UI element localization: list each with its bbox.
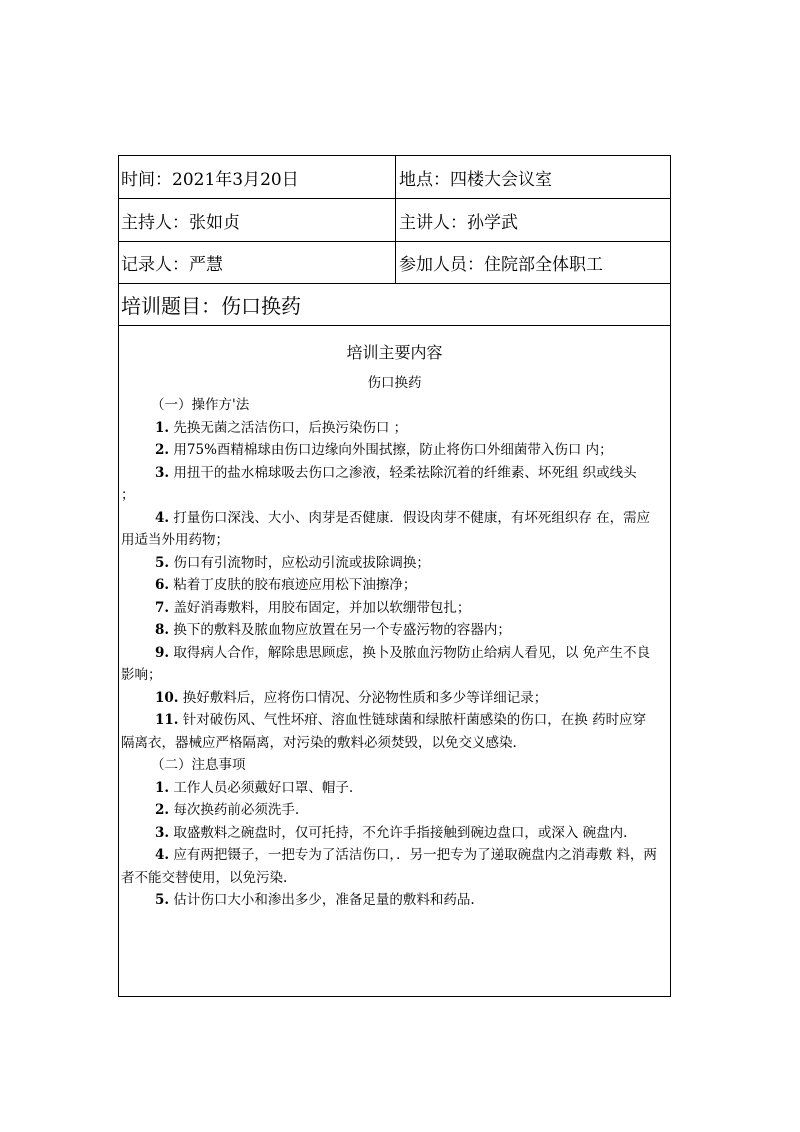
list-item [155, 554, 430, 572]
list-item [155, 644, 650, 662]
list-item [155, 599, 470, 617]
item-text: 打量伤口深浅、大小、肉芽是否健康．假设肉芽不健康，有坏死组织存 在，需应 [173, 509, 651, 526]
item-text: 影响； [121, 667, 162, 683]
item-text: 换下的敷料及脓血物应放置在另一个专盛污物的容器内； [173, 622, 511, 638]
content-subtitle: 伤口换药 [367, 375, 422, 391]
item-number: 10. [155, 689, 179, 706]
item-number: 3. [155, 824, 170, 841]
location-field: 地点：四楼大会议室 [399, 169, 552, 190]
item-text: ； [121, 487, 135, 503]
item-text: 粘着丁皮肤的胶布痕迹应用松下油擦净； [173, 577, 417, 593]
item-number: 1. [155, 419, 170, 436]
item-text: 用75%酉精棉球由伤口边缘向外围拭擦，防止将伤口外细菌带入伤口 内； [173, 442, 613, 458]
item-text: 应有两把镊子，一把专为了活洁伤口，．另一把专为了递取碗盘内之消毒敷 料，两 [173, 847, 657, 863]
item-number: 6. [155, 577, 170, 593]
item-text: 取盛敷料之碗盘时，仅可托持，不允许手指接触到碗边盘口，或深入 碗盘内. [173, 824, 628, 841]
row-host-speaker [119, 199, 670, 242]
content-title: 培训主要内容 [346, 343, 443, 362]
item-text: 换好敷料后，应将伤口情况、分泌物性质和多少等详细记录； [182, 689, 548, 706]
item-number: 4. [155, 847, 170, 863]
item-number: 11. [155, 712, 179, 728]
list-item [155, 891, 475, 909]
list-item [155, 689, 547, 707]
item-text: 估计伤口大小和渗出多少，准备足量的敷料和药品. [173, 892, 475, 908]
item-text: 工作人员必须戴好口罩、帽子. [173, 779, 354, 796]
row-recorder-participants [119, 242, 670, 284]
item-text: 伤口有引流物时，应松动引流或拔除调换； [173, 554, 430, 571]
list-item [155, 824, 627, 842]
item-text: 取得病人合作，解除患思顾虑，换卜及脓血污物防止给病人看见，以 免产生不良 [173, 644, 651, 661]
item-number: 7. [155, 599, 170, 616]
speaker-field: 主讲人：孙学武 [399, 212, 518, 233]
list-item [155, 576, 416, 594]
item-text: 隔离衣，器械应严格隔离，对污染的敷料必须焚毁，以免交义感染. [121, 734, 517, 751]
list-item [155, 509, 650, 527]
participants-field: 参加人员：住院部全体职工 [399, 255, 603, 275]
list-item [155, 711, 646, 729]
list-item [155, 464, 637, 482]
training-record-table [118, 155, 671, 997]
list-item-continuation [121, 734, 517, 752]
item-text: 用扭干的盐水棉球吸去伤口之渗液，轻柔祛除沉着的纤维素、坏死组 织或线头 [173, 464, 637, 481]
row-time-location [119, 156, 670, 199]
item-number: 3. [155, 464, 170, 481]
item-number: 8. [155, 622, 170, 638]
item-text: 针对破伤风、气性坏疳、溶血性链球菌和绿脓杆菌感染的伤口，在换 药时应穿 [182, 712, 647, 728]
list-item-continuation [121, 666, 162, 684]
list-item [155, 846, 657, 864]
time-field: 时间：2021年3月20日 [119, 156, 396, 198]
item-number: 2. [155, 802, 170, 818]
list-item-continuation [121, 869, 287, 887]
list-item [155, 779, 353, 797]
item-text: 用适当外用药物； [121, 532, 229, 548]
training-content [119, 326, 670, 996]
training-topic: 培训题目：伤口换药 [121, 294, 301, 318]
item-text: 盖好消毒敷料，用胶布固定，并加以软绷带包扎； [173, 599, 471, 616]
recorder-field: 记录人：严慧 [119, 242, 396, 283]
item-text: 者不能交替使用，以免污染. [121, 869, 288, 886]
item-number: 4. [155, 509, 170, 526]
item-number: 2. [155, 442, 170, 458]
host-field: 主持人：张如贞 [119, 199, 396, 241]
item-number: 1. [155, 779, 170, 796]
item-number: 9. [155, 644, 170, 661]
list-item-continuation [121, 531, 229, 549]
item-text: 先换无菌之活洁伤口，后换污染伤口 ； [173, 419, 408, 436]
row-topic [119, 284, 670, 326]
item-text: 每次换药前必须洗手. [173, 802, 300, 818]
item-number: 5. [155, 554, 170, 571]
list-item [155, 801, 299, 819]
item-number: 5. [155, 892, 170, 908]
list-item [155, 441, 613, 459]
list-item [155, 621, 511, 639]
section-heading: （二）注息事项 [151, 757, 246, 773]
section-heading: （一）操作方'法 [151, 397, 250, 413]
list-item-continuation [121, 486, 135, 504]
list-item [155, 419, 407, 437]
